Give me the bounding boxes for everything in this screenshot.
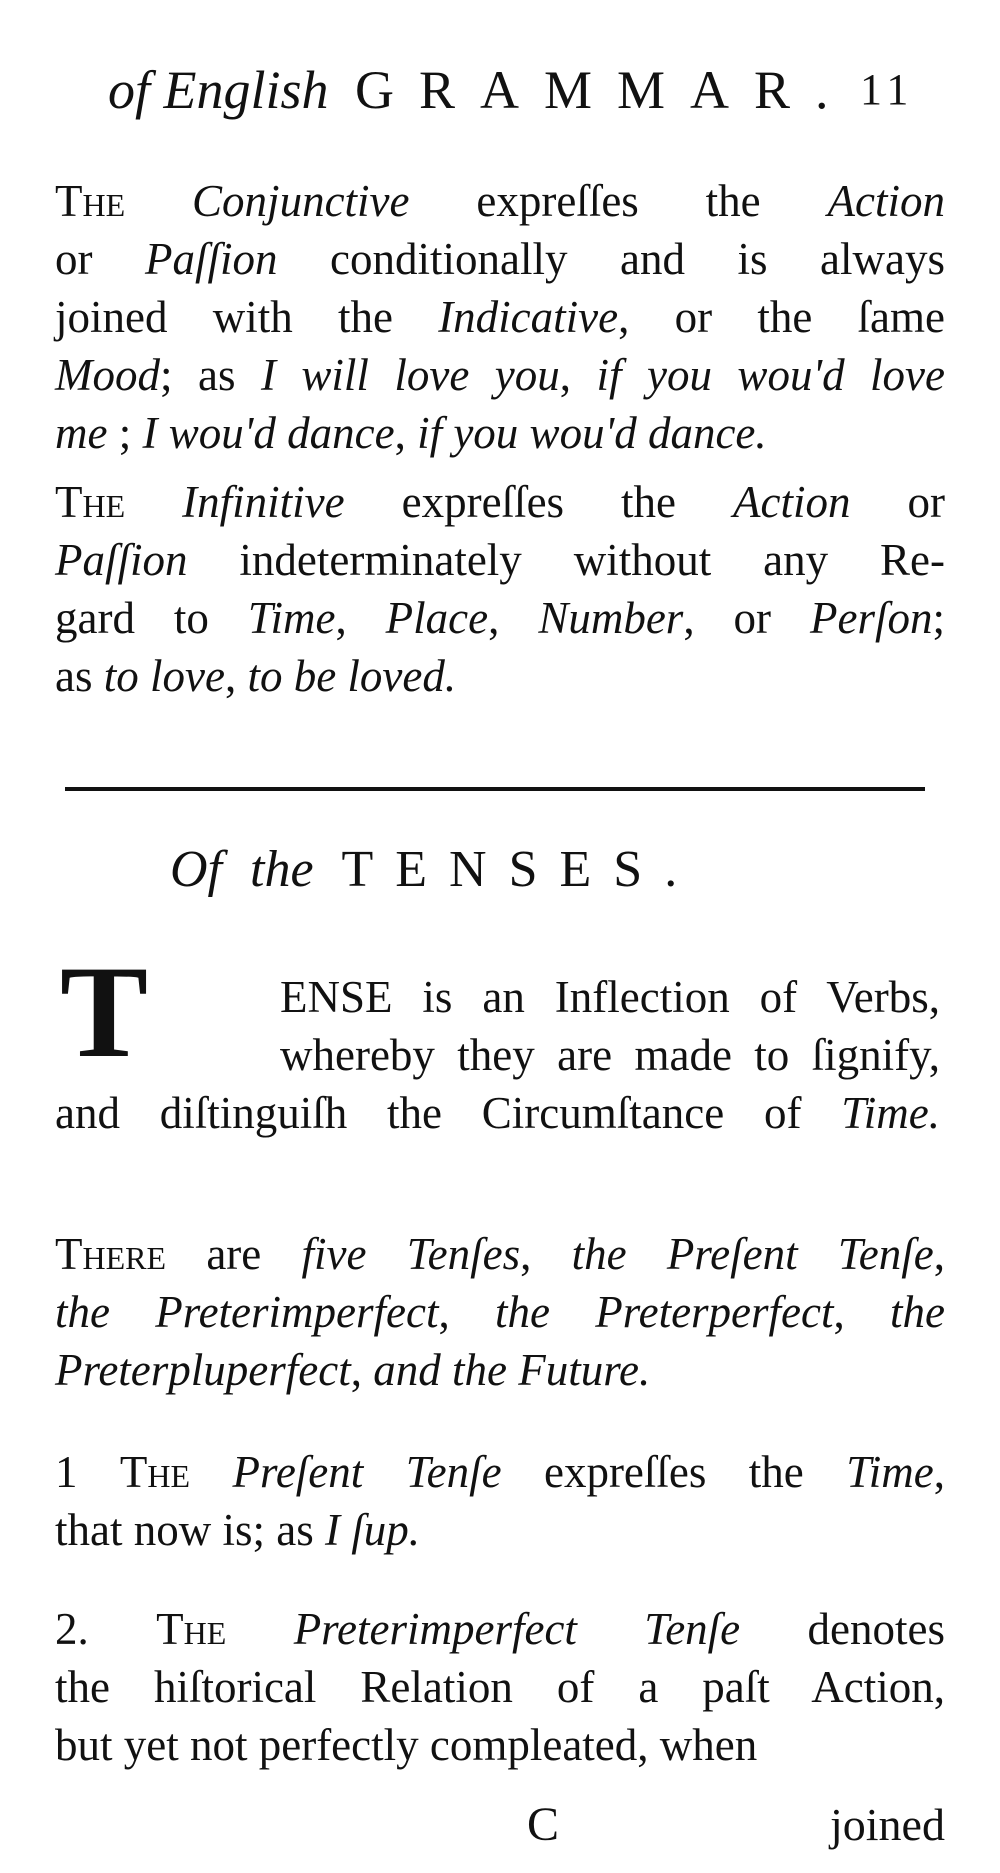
text-run: that now is; as	[55, 1505, 325, 1555]
text-line	[55, 1341, 945, 1399]
text-run: ,	[488, 593, 539, 643]
running-header	[0, 50, 1000, 130]
text-run: Indicative	[438, 292, 619, 342]
text-run: ;	[107, 408, 143, 458]
text-run: Preterimperfect Tenſe	[293, 1604, 741, 1654]
text-run: Preſent Tenſe	[232, 1447, 502, 1497]
text-run: The	[156, 1604, 227, 1654]
text-run: Time	[247, 593, 336, 643]
text-run: ,	[394, 408, 418, 458]
text-run: Preterpluperfect	[55, 1345, 351, 1395]
text-run: Paſſion	[55, 535, 188, 585]
text-run: ENSE is an Inflection of Verbs,	[280, 972, 940, 1022]
text-run: The	[55, 477, 126, 527]
text-line	[55, 473, 945, 531]
text-run: if you wou'd love	[596, 350, 945, 400]
text-line	[55, 531, 945, 589]
text-run: I will love you	[260, 350, 560, 400]
section-heading	[170, 835, 699, 905]
text-line	[55, 1283, 945, 1341]
text-line	[55, 172, 945, 230]
text-run: are	[166, 1229, 302, 1279]
text-run: ,	[559, 350, 597, 400]
text-line	[55, 1600, 945, 1658]
text-run: , or the ſame	[618, 292, 945, 342]
text-line	[55, 404, 945, 462]
text-line	[55, 1658, 945, 1716]
text-run: ,	[350, 1345, 374, 1395]
text-run: ,	[224, 651, 248, 701]
paragraph-five-tenses	[55, 1225, 945, 1399]
signature-mark: C	[527, 1798, 560, 1851]
section-heading-of: Of	[170, 841, 222, 898]
text-run: Conjunctive	[192, 176, 410, 226]
text-run: and the Future.	[373, 1345, 651, 1395]
text-run: , or	[683, 593, 810, 643]
text-run: Mood	[55, 350, 160, 400]
paragraph-tense-definition	[55, 968, 940, 1142]
text-run: to be loved.	[247, 651, 457, 701]
text-run: the Preſent Tenſe	[571, 1229, 934, 1279]
text-run: to love	[103, 651, 225, 701]
text-run: whereby they are made to ſignify,	[280, 1030, 940, 1080]
text-run: me	[55, 408, 108, 458]
text-run: Action	[733, 477, 851, 527]
text-run: gard to	[55, 593, 248, 643]
text-run: or	[850, 477, 946, 527]
text-run	[125, 176, 192, 226]
text-run: the Preterperfect	[495, 1287, 834, 1337]
text-run: joined with the	[55, 292, 439, 342]
header-title: GRAMMAR.	[355, 60, 854, 120]
text-run: and diſtinguiſh the Circumſtance of	[55, 1088, 842, 1138]
text-line	[170, 968, 940, 1026]
text-run: Infinitive	[182, 477, 345, 527]
text-line	[55, 1084, 940, 1142]
section-heading-title: TENSES.	[341, 841, 700, 898]
text-run: 2.	[55, 1604, 157, 1654]
text-line	[55, 288, 945, 346]
text-run: the	[890, 1287, 946, 1337]
text-run: expreſſes the	[344, 477, 734, 527]
text-run: the hiſtorical Relation of a paſt Action,	[55, 1662, 945, 1712]
text-run: expreſſes the	[409, 176, 828, 226]
text-run: I ſup.	[324, 1505, 420, 1555]
text-run: indeterminately without any Re-	[187, 535, 945, 585]
paragraph-preterimperfect-tense	[55, 1600, 945, 1774]
text-line	[55, 346, 945, 404]
text-run: ; as	[160, 350, 261, 400]
text-line	[55, 1443, 945, 1501]
text-line	[170, 1026, 940, 1084]
text-run: the Preterimperfect	[55, 1287, 439, 1337]
section-heading-the: the	[250, 841, 314, 898]
text-run: but yet not perfectly compleated, when	[55, 1720, 758, 1770]
text-run: Number	[538, 593, 684, 643]
text-run: conditionally and is always	[277, 234, 945, 284]
text-line	[55, 1501, 945, 1559]
text-run: The	[55, 176, 126, 226]
text-run: 1	[55, 1447, 120, 1497]
page-number: 11	[860, 65, 915, 114]
text-line	[55, 1225, 945, 1283]
text-run: Perſon	[810, 593, 933, 643]
text-run: ,	[335, 593, 386, 643]
section-divider-rule	[65, 787, 925, 791]
text-line	[55, 589, 945, 647]
text-run: ,	[933, 1229, 945, 1279]
text-run	[226, 1604, 293, 1654]
text-run: I wou'd dance	[142, 408, 395, 458]
paragraph-conjunctive	[55, 172, 945, 462]
paragraph-infinitive	[55, 473, 945, 705]
text-run: ,	[833, 1287, 891, 1337]
text-run: or	[55, 234, 146, 284]
text-run: ,	[933, 1447, 945, 1497]
text-run: Action	[827, 176, 946, 226]
text-run: Time.	[841, 1088, 940, 1138]
drop-cap: T	[60, 938, 149, 1085]
text-run: if you wou'd dance.	[417, 408, 767, 458]
text-run: ,	[438, 1287, 496, 1337]
text-line	[55, 1716, 945, 1774]
text-run: Paſſion	[145, 234, 278, 284]
text-line	[55, 230, 945, 288]
text-run: ,	[520, 1229, 572, 1279]
text-run: There	[55, 1229, 167, 1279]
text-run: five Tenſes	[301, 1229, 521, 1279]
text-run	[125, 477, 182, 527]
text-run: The	[119, 1447, 191, 1497]
text-run: Time	[846, 1447, 934, 1497]
catchword: joined	[830, 1799, 945, 1850]
text-line	[55, 647, 945, 705]
text-run: denotes	[740, 1604, 946, 1654]
text-run: ;	[932, 593, 945, 643]
text-run: as	[55, 651, 104, 701]
text-run: Place	[385, 593, 489, 643]
text-run: expreſſes the	[501, 1447, 847, 1497]
header-prefix: of English	[108, 60, 329, 120]
text-run	[190, 1447, 232, 1497]
paragraph-present-tense	[55, 1443, 945, 1559]
